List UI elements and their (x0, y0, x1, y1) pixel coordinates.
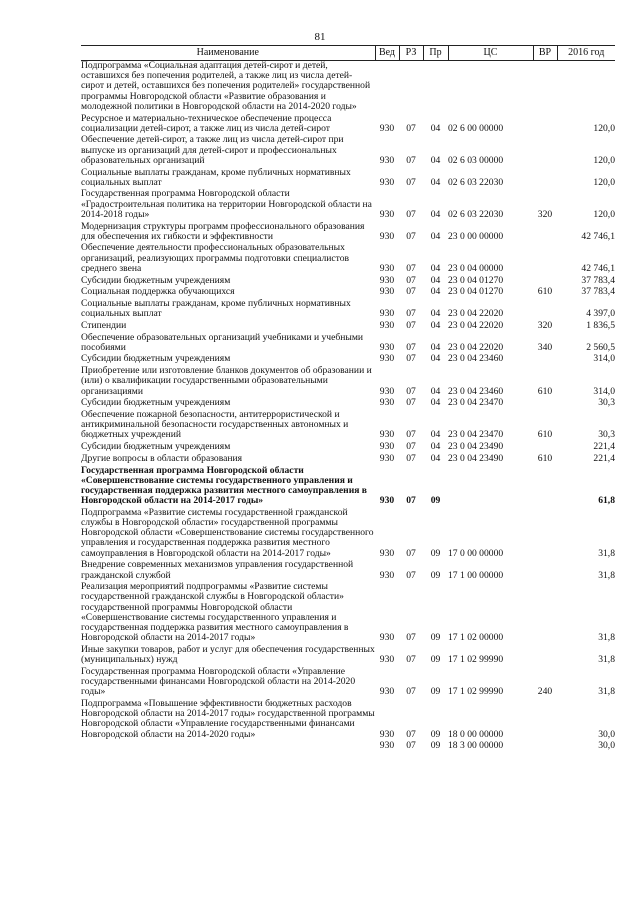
row-name: Подпрограмма «Развитие системы государственной гражданской службы в Новгородской области» государственной программы Новгородской области «Совершенствование системы государственного управления и государственная поддержка развития местного самоуправления в Новгородской области на 2014-2017 годы» (81, 506, 374, 559)
row-rz: 07 (406, 353, 416, 365)
row-vr: 610 (537, 429, 553, 441)
row-amount: 221,4 (593, 441, 615, 453)
row-ved: 930 (379, 495, 395, 507)
row-vr (533, 466, 557, 508)
row-pr: 04 (430, 397, 441, 409)
row-ved: 930 (379, 728, 395, 740)
row-cs: 23 0 04 23470 (448, 397, 504, 409)
row-name: Государственная программа Новгородской области «Градостроительная политика на территории Новгородской области на 2014-2018 годы» (81, 188, 372, 220)
row-vr (533, 354, 557, 366)
row-vr: 610 (537, 286, 553, 298)
table-row (81, 466, 615, 508)
row-cs: 23 0 04 01270 (448, 274, 504, 286)
table-row (81, 321, 615, 333)
row-rz: 07 (406, 262, 416, 274)
row-cs: 23 0 04 22020 (448, 341, 504, 353)
row-rz: 07 (406, 452, 416, 464)
row-cs: 23 0 04 23470 (448, 429, 504, 441)
row-vr (533, 741, 557, 753)
row-amount: 30,3 (598, 397, 615, 409)
row-cs: 23 0 04 01270 (448, 286, 504, 298)
row-name: Подпрограмма «Повышение эффективности бюджетных расходов Новгородской области на 2014-2017 годы» государственной программы Новгородской области «Управление государственными финансами Новгородской области на 2014-2020 годы» (81, 697, 375, 740)
row-name: Субсидии бюджетным учреждениям (81, 274, 231, 286)
row-ved: 930 (379, 353, 395, 365)
table-row (81, 667, 615, 699)
row-pr: 09 (430, 740, 441, 752)
header-ved: Вед (375, 46, 399, 61)
row-name: Субсидии бюджетным учреждениям (81, 353, 231, 365)
row-name: Субсидии бюджетным учреждениям (81, 397, 231, 409)
row-cs: 23 0 04 23490 (448, 452, 504, 464)
table-row (81, 333, 615, 355)
row-amount: 2 560,5 (586, 341, 615, 353)
row-pr: 09 (430, 547, 441, 559)
table-row (81, 135, 615, 167)
row-cs: 17 1 02 99990 (448, 686, 504, 698)
row-amount: 37 783,4 (581, 274, 615, 286)
row-vr (533, 61, 557, 114)
row-pr: 04 (430, 176, 441, 188)
row-amount: 31,8 (598, 632, 615, 644)
row-pr: 04 (430, 353, 441, 365)
row-ved: 930 (379, 154, 395, 166)
row-vr (533, 135, 557, 167)
row-amount: 120,0 (593, 208, 615, 220)
row-pr: 04 (430, 308, 441, 320)
row-pr: 04 (430, 441, 441, 453)
row-cs: 17 0 00 00000 (448, 547, 504, 559)
row-ved: 930 (379, 385, 395, 397)
row-amount (557, 61, 615, 114)
header-rz: РЗ (399, 46, 423, 61)
row-name: Социальные выплаты гражданам, кроме публичных нормативных социальных выплат (81, 297, 351, 320)
table-row (81, 243, 615, 275)
row-name (81, 741, 375, 753)
row-pr (423, 61, 448, 114)
row-rz: 07 (406, 385, 416, 397)
row-amount: 30,3 (598, 429, 615, 441)
row-name: Ресурсное и материально-техническое обеспечение процесса социализации детей-сирот, а также лиц из числа детей-сирот (81, 112, 332, 134)
header-vr: ВР (533, 46, 557, 61)
row-name: Подпрограмма «Социальная адаптация детей-сирот и детей, оставшихся без попечения родителей, а также лиц из числа детей-сирот и детей, оставшихся без попечения родителей» государственной программы Новгородской области «Развитие образования и молодежной политики в Новгородской области на 2014-2020 годы» (81, 60, 371, 112)
row-cs (448, 466, 533, 508)
row-name: Социальная поддержка обучающихся (81, 286, 235, 298)
row-amount: 314,0 (593, 385, 615, 397)
row-pr: 09 (430, 569, 441, 581)
table-header-row (81, 46, 615, 61)
table-row (81, 582, 615, 645)
row-name: Приобретение или изготовление бланков документов об образовании и (или) о квалификации государственными образовательными организациями (81, 365, 372, 397)
row-cs: 23 0 04 23460 (448, 353, 504, 365)
row-ved: 930 (379, 208, 395, 220)
row-cs: 23 0 04 00000 (448, 262, 504, 274)
row-name: Субсидии бюджетным учреждениям (81, 441, 231, 453)
row-rz: 07 (406, 208, 416, 220)
row-ved: 930 (379, 740, 395, 752)
row-ved: 930 (379, 452, 395, 464)
row-amount: 1 836,5 (586, 319, 615, 331)
table-row (81, 645, 615, 667)
row-rz: 07 (406, 122, 416, 134)
row-rz: 07 (406, 654, 416, 666)
table-row (81, 508, 615, 561)
row-vr (533, 560, 557, 582)
row-vr (533, 645, 557, 667)
row-cs: 02 6 03 22030 (448, 208, 504, 220)
row-rz: 07 (406, 547, 416, 559)
row-name: Социальные выплаты гражданам, кроме публичных нормативных социальных выплат (81, 166, 351, 188)
row-amount: 120,0 (593, 176, 615, 188)
row-ved: 930 (379, 230, 395, 242)
row-name: Обеспечение деятельности профессиональных образовательных организаций, реализующих программы подготовки специалистов среднего звена (81, 242, 350, 274)
row-pr: 09 (430, 654, 441, 666)
row-rz: 07 (406, 441, 416, 453)
row-name: Обеспечение детей-сирот, а также лиц из числа детей-сирот при выпуске из организаций для детей-сирот и профессиональных образовательных организаций (81, 134, 344, 166)
table-row (81, 168, 615, 190)
row-amount: 30,0 (598, 740, 615, 752)
row-ved: 930 (379, 308, 395, 320)
row-ved: 930 (379, 686, 395, 698)
row-ved: 930 (379, 547, 395, 559)
row-vr (533, 168, 557, 190)
row-name: Государственная программа Новгородской области «Управление государственными финансами Новгородской области на 2014-2020 годы» (81, 665, 356, 698)
row-cs: 23 0 00 00000 (448, 230, 504, 242)
row-pr: 04 (430, 341, 441, 353)
row-cs: 02 6 03 22030 (448, 176, 504, 188)
row-pr: 04 (430, 230, 441, 242)
row-amount: 30,0 (598, 728, 615, 740)
row-pr: 04 (430, 429, 441, 441)
row-vr (533, 243, 557, 275)
row-ved: 930 (379, 654, 395, 666)
row-amount: 120,0 (593, 122, 615, 134)
row-cs: 02 6 00 00000 (448, 122, 504, 134)
row-rz: 07 (406, 728, 416, 740)
row-pr: 04 (430, 154, 441, 166)
row-vr (533, 699, 557, 741)
row-amount: 221,4 (593, 452, 615, 464)
row-cs: 23 0 04 23490 (448, 441, 504, 453)
table-row (81, 366, 615, 398)
row-rz: 07 (406, 495, 416, 507)
row-pr: 04 (430, 274, 441, 286)
row-pr: 09 (430, 495, 441, 507)
row-ved: 930 (379, 341, 395, 353)
row-vr (533, 398, 557, 410)
row-vr (533, 508, 557, 561)
row-cs: 18 3 00 00000 (448, 740, 504, 752)
row-name: Другие вопросы в области образования (81, 452, 243, 464)
row-amount: 37 783,4 (581, 286, 615, 298)
row-name: Реализация мероприятий подпрограммы «Развитие системы государственной гражданской службы в Новгородской области» государственной программы Новгородской области «Совершенствование системы государственного управления и государственная поддержка развития местного самоуправления в Новгородской области на 2014-2017 годы» (81, 581, 349, 644)
row-vr (533, 299, 557, 321)
row-rz: 07 (406, 274, 416, 286)
row-ved: 930 (379, 441, 395, 453)
row-amount: 31,8 (598, 686, 615, 698)
row-rz: 07 (406, 686, 416, 698)
table-row (81, 560, 615, 582)
row-vr: 240 (537, 686, 553, 698)
table-row (81, 741, 615, 753)
row-amount: 31,8 (598, 569, 615, 581)
table-row (81, 189, 615, 221)
budget-table (81, 45, 615, 753)
row-ved: 930 (379, 319, 395, 331)
row-rz: 07 (406, 319, 416, 331)
row-rz: 07 (406, 740, 416, 752)
row-pr: 09 (430, 632, 441, 644)
table-row (81, 454, 615, 466)
row-amount: 42 746,1 (581, 230, 615, 242)
row-ved: 930 (379, 429, 395, 441)
table-row (81, 299, 615, 321)
row-ved: 930 (379, 632, 395, 644)
row-pr: 04 (430, 208, 441, 220)
row-rz: 07 (406, 341, 416, 353)
row-rz: 07 (406, 154, 416, 166)
row-vr (533, 582, 557, 645)
row-rz: 07 (406, 429, 416, 441)
row-cs: 18 0 00 00000 (448, 728, 504, 740)
row-name: Обеспечение образовательных организаций учебниками и учебными пособиями (81, 331, 364, 353)
row-name: Обеспечение пожарной безопасности, антитеррористической и антикриминальной безопасности государственных автономных и бюджетных учреждений (81, 409, 349, 441)
row-vr: 320 (537, 208, 553, 220)
row-name: Государственная программа Новгородской области «Совершенствование системы государственного управления и государственная поддержка развития местного самоуправления в Новгородской области на 2014-2017 годы» (81, 464, 367, 507)
row-ved: 930 (379, 286, 395, 298)
header-name: Наименование (81, 46, 375, 61)
row-rz: 07 (406, 176, 416, 188)
row-cs: 17 1 02 99990 (448, 654, 504, 666)
row-pr: 04 (430, 286, 441, 298)
row-vr: 320 (537, 319, 553, 331)
row-cs: 23 0 04 22020 (448, 308, 504, 320)
row-vr: 610 (537, 452, 553, 464)
row-cs: 23 0 04 23460 (448, 385, 504, 397)
row-pr: 04 (430, 122, 441, 134)
row-ved: 930 (379, 569, 395, 581)
row-ved (375, 61, 399, 114)
row-amount: 31,8 (598, 547, 615, 559)
row-vr (533, 222, 557, 244)
table-row (81, 222, 615, 244)
row-amount: 4 397,0 (586, 308, 615, 320)
row-vr: 340 (537, 341, 553, 353)
row-rz (399, 61, 423, 114)
row-pr: 04 (430, 262, 441, 274)
table-row (81, 114, 615, 136)
row-rz: 07 (406, 632, 416, 644)
row-amount: 42 746,1 (581, 262, 615, 274)
row-amount: 61,8 (598, 495, 615, 507)
row-cs (448, 61, 533, 114)
row-ved: 930 (379, 176, 395, 188)
row-pr: 04 (430, 319, 441, 331)
row-rz: 07 (406, 308, 416, 320)
table-row (81, 699, 615, 741)
row-vr (533, 114, 557, 136)
row-cs: 02 6 03 00000 (448, 154, 504, 166)
row-rz: 07 (406, 397, 416, 409)
row-name: Модернизация структуры программ профессионального образования для обеспечения их гибкости и эффективности (81, 220, 365, 242)
row-ved: 930 (379, 274, 395, 286)
row-cs: 17 1 02 00000 (448, 632, 504, 644)
header-pr: Пр (423, 46, 448, 61)
table-row (81, 410, 615, 442)
row-name: Иные закупки товаров, работ и услуг для обеспечения государственных (муниципальных) нужд (81, 643, 375, 666)
header-year: 2016 год (557, 46, 615, 61)
row-pr: 09 (430, 728, 441, 740)
row-cs: 23 0 04 22020 (448, 319, 504, 331)
row-pr: 09 (430, 686, 441, 698)
row-ved: 930 (379, 262, 395, 274)
row-ved: 930 (379, 397, 395, 409)
row-pr: 04 (430, 452, 441, 464)
row-rz: 07 (406, 230, 416, 242)
row-name: Внедрение современных механизмов управления государственной гражданской службой (81, 559, 354, 581)
page-number: 81 (314, 31, 326, 43)
table-row (81, 61, 615, 114)
header-cs: ЦС (448, 46, 533, 61)
row-cs: 17 1 00 00000 (448, 569, 504, 581)
row-amount: 120,0 (593, 154, 615, 166)
row-ved: 930 (379, 122, 395, 134)
row-amount: 31,8 (598, 654, 615, 666)
row-name: Стипендии (81, 319, 127, 331)
row-vr: 610 (537, 385, 553, 397)
row-pr: 04 (430, 385, 441, 397)
row-amount: 314,0 (593, 353, 615, 365)
row-rz: 07 (406, 569, 416, 581)
row-rz: 07 (406, 286, 416, 298)
